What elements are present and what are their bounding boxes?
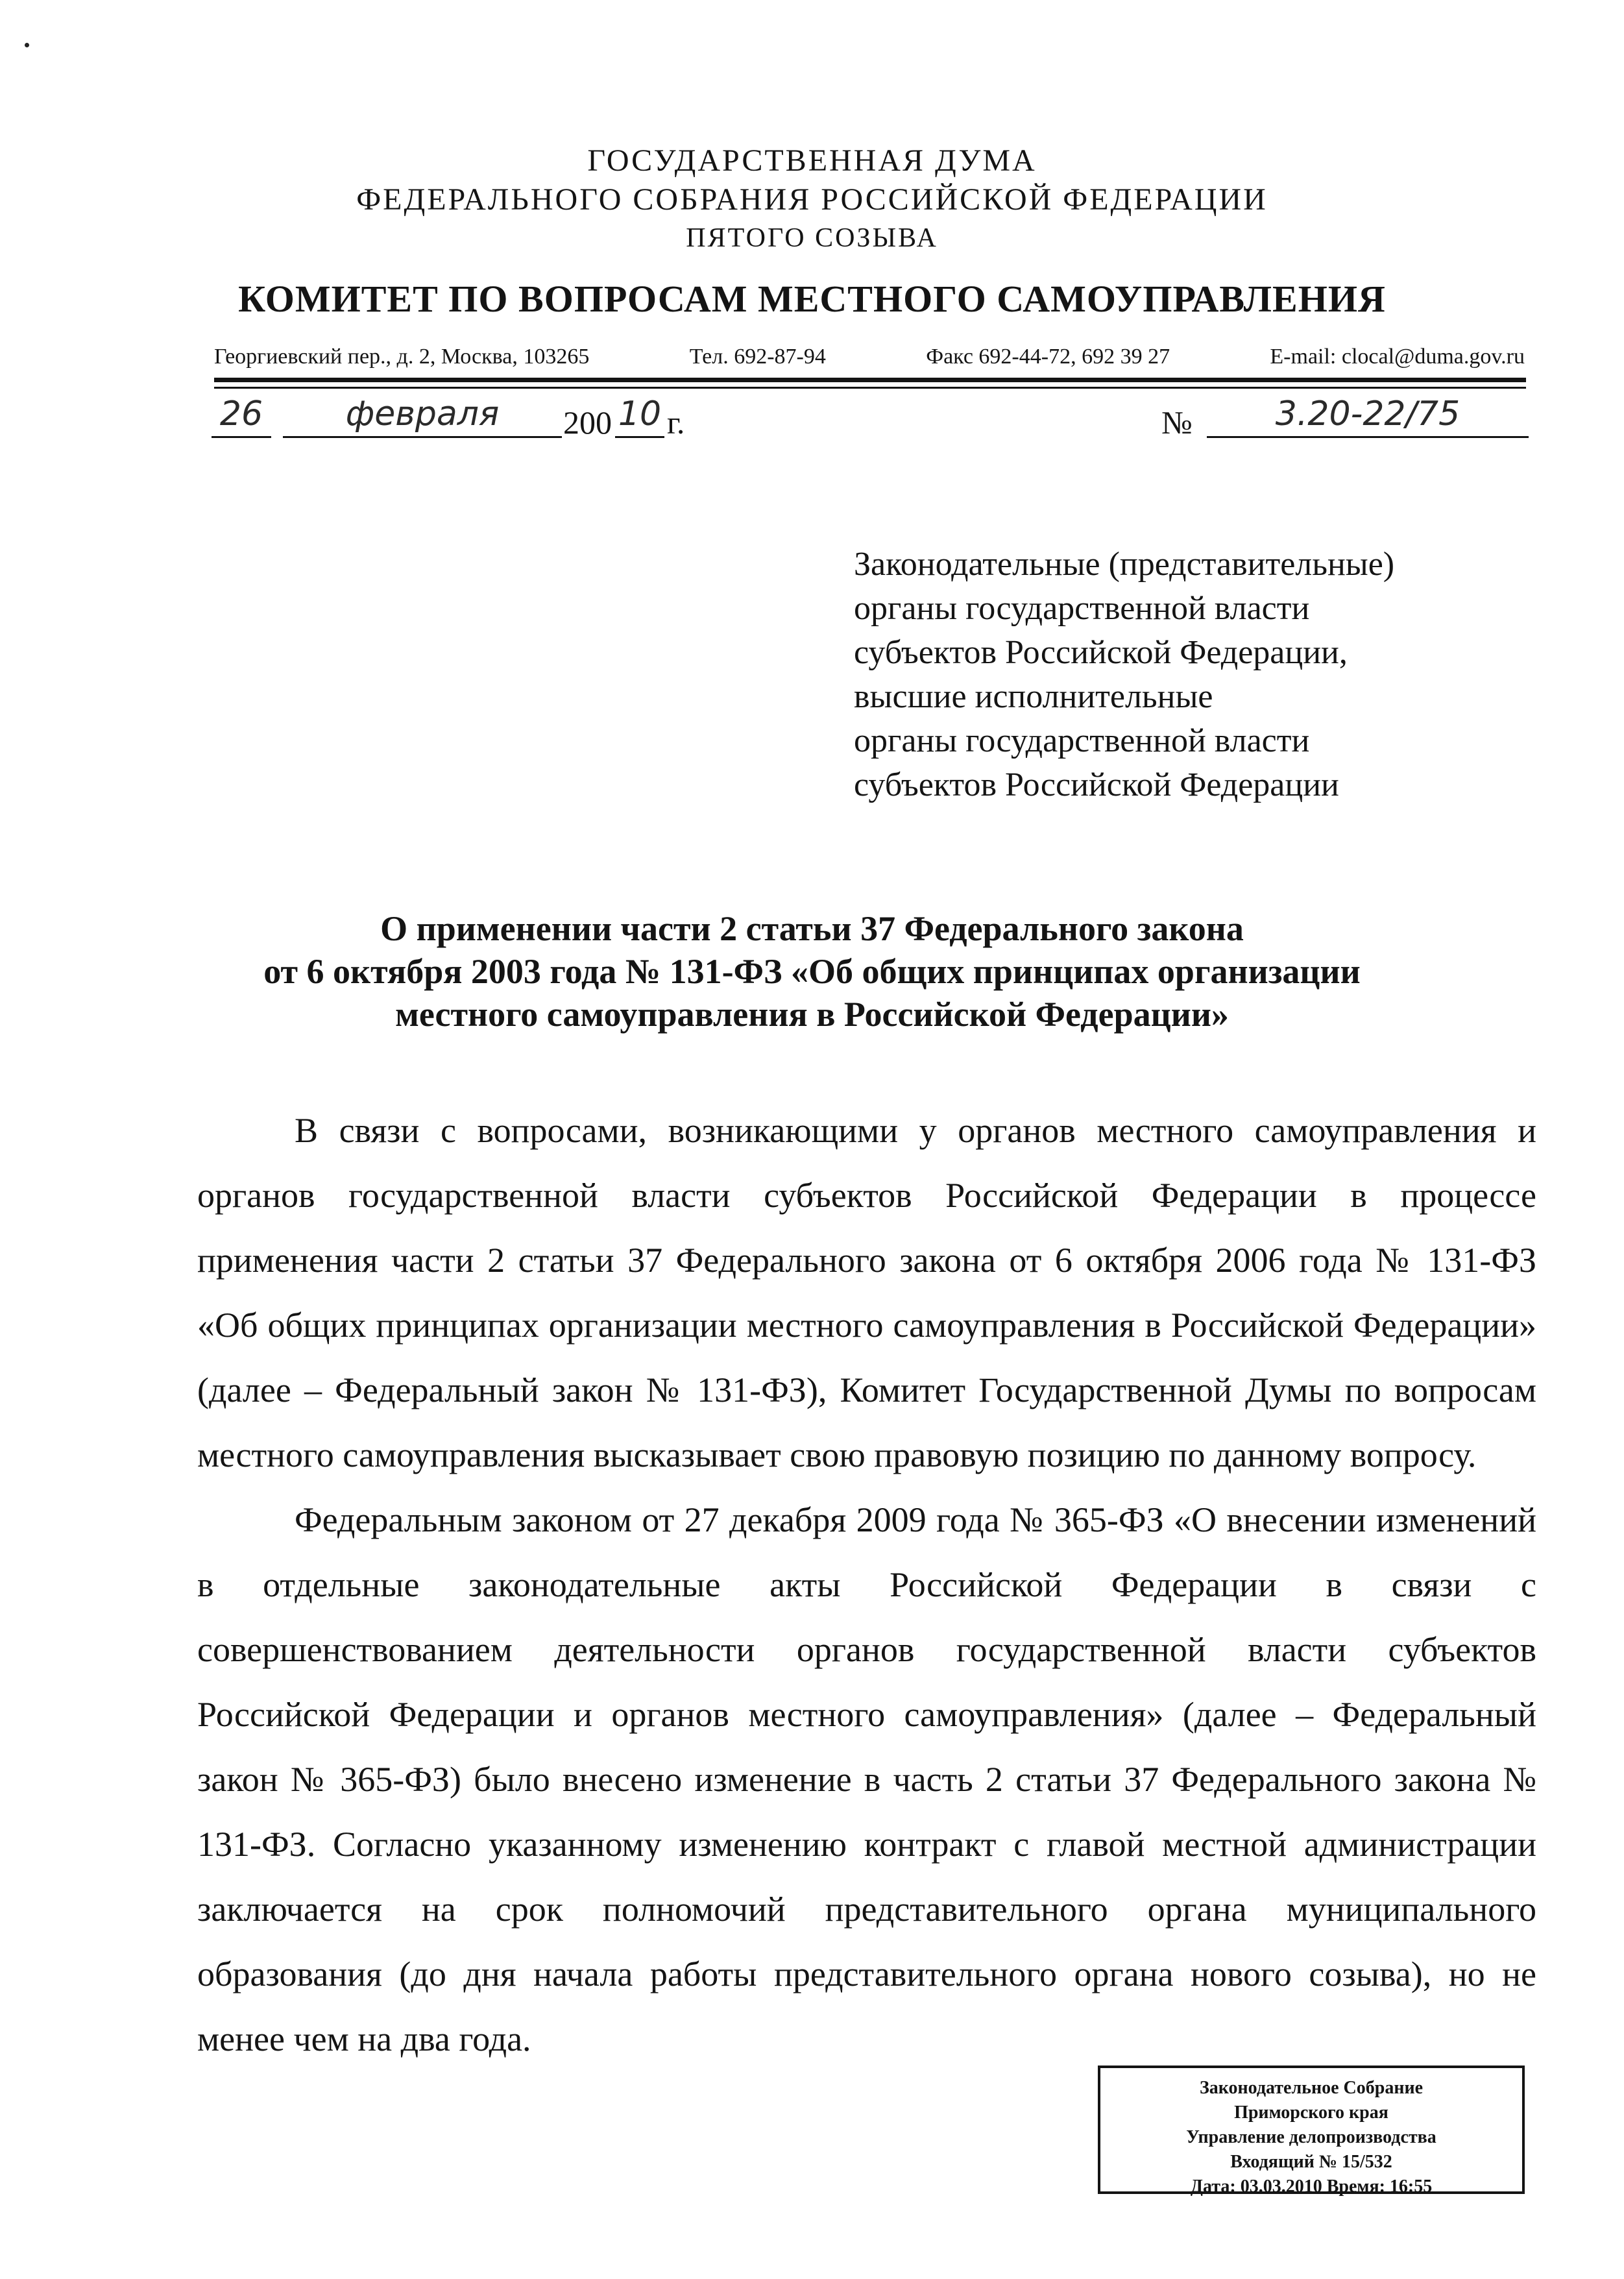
letter-body bbox=[197, 1098, 1536, 2071]
subject-line: местного самоуправления в Российской Федерации» bbox=[395, 995, 1229, 1034]
registration-number: 3.20-22/75 bbox=[1207, 397, 1529, 438]
contact-fax: Факс 692-44-72, 692 39 27 bbox=[926, 345, 1170, 369]
date-day: 26 bbox=[212, 397, 271, 438]
date-year-suffix: 10 bbox=[615, 397, 664, 438]
scan-mark bbox=[25, 43, 29, 47]
contact-address: Георгиевский пер., д. 2, Москва, 103265 bbox=[214, 345, 590, 369]
contact-line bbox=[214, 343, 1525, 371]
subject-line: от 6 октября 2003 года № 131-ФЗ «Об общих принципах организации bbox=[263, 952, 1361, 991]
letterhead-line-assembly: ФЕДЕРАЛЬНОГО СОБРАНИЯ РОССИЙСКОЙ ФЕДЕРАЦИИ bbox=[356, 182, 1268, 217]
date-year-unit: г. bbox=[667, 404, 685, 441]
addressee-line: органы государственной власти bbox=[854, 722, 1310, 759]
letterhead-rule-thin bbox=[214, 387, 1526, 389]
subject-line: О применении части 2 статьи 37 Федерального закона bbox=[380, 909, 1244, 948]
committee-title: КОМИТЕТ ПО ВОПРОСАМ МЕСТНОГО САМОУПРАВЛЕНИЯ bbox=[238, 278, 1386, 320]
stamp-organization: Законодательное Собрание bbox=[1199, 2078, 1424, 2098]
stamp-date-time: Дата: 03.03.2010 Время: 16:55 bbox=[1190, 2176, 1433, 2197]
addressee-line: Законодательные (представительные) bbox=[854, 546, 1395, 583]
body-paragraph: В связи с вопросами, возникающими у органов местного самоуправления и органов государственной власти субъектов Российской Федерации в процессе применения части 2 статьи 37 Федерального закона от 6 октября 2006 года № 131-ФЗ «Об общих принципах организации местного самоуправления в Российской Федерации» (далее – Федеральный закон № 131-ФЗ), Комитет Государственной Думы по вопросам местного самоуправления высказывает свою правовую позицию по данному вопросу. bbox=[197, 1111, 1536, 1474]
stamp-incoming-number: Входящий № 15/532 bbox=[1230, 2152, 1392, 2172]
date-month: февраля bbox=[283, 397, 562, 438]
letter-subject bbox=[0, 907, 1624, 1036]
date-year-prefix: 200 bbox=[563, 404, 612, 441]
addressee-line: субъектов Российской Федерации bbox=[854, 766, 1339, 803]
addressee-block bbox=[854, 542, 1555, 807]
stamp-department: Управление делопроизводства bbox=[1186, 2127, 1436, 2147]
letterhead-rule-thick bbox=[214, 378, 1526, 382]
letterhead-line-convocation: ПЯТОГО СОЗЫВА bbox=[686, 223, 938, 253]
contact-phone: Тел. 692-87-94 bbox=[689, 345, 826, 369]
number-label: № bbox=[1161, 404, 1193, 441]
addressee-line: субъектов Российской Федерации, bbox=[854, 634, 1348, 671]
addressee-line: органы государственной власти bbox=[854, 590, 1310, 627]
letterhead-line-duma: ГОСУДАРСТВЕННАЯ ДУМА bbox=[587, 143, 1037, 178]
body-paragraph: Федеральным законом от 27 декабря 2009 года № 365-ФЗ «О внесении изменений в отдельные законодательные акты Российской Федерации в связи с совершенствованием деятельности органов государственной власти субъектов Российской Федерации и органов местного самоуправления» (далее – Федеральный закон № 365-ФЗ) было внесено изменение в часть 2 статьи 37 Федерального закона № 131-ФЗ. Согласно указанному изменению контракт с главой местной администрации заключается на срок полномочий представительного органа муниципального образования (до дня начала работы представительного органа нового созыва), но не менее чем на два года. bbox=[197, 1500, 1536, 2058]
incoming-stamp bbox=[1098, 2066, 1525, 2197]
contact-email: E-mail: clocal@duma.gov.ru bbox=[1270, 345, 1525, 369]
stamp-region: Приморского края bbox=[1234, 2102, 1388, 2123]
addressee-line: высшие исполнительные bbox=[854, 678, 1213, 715]
